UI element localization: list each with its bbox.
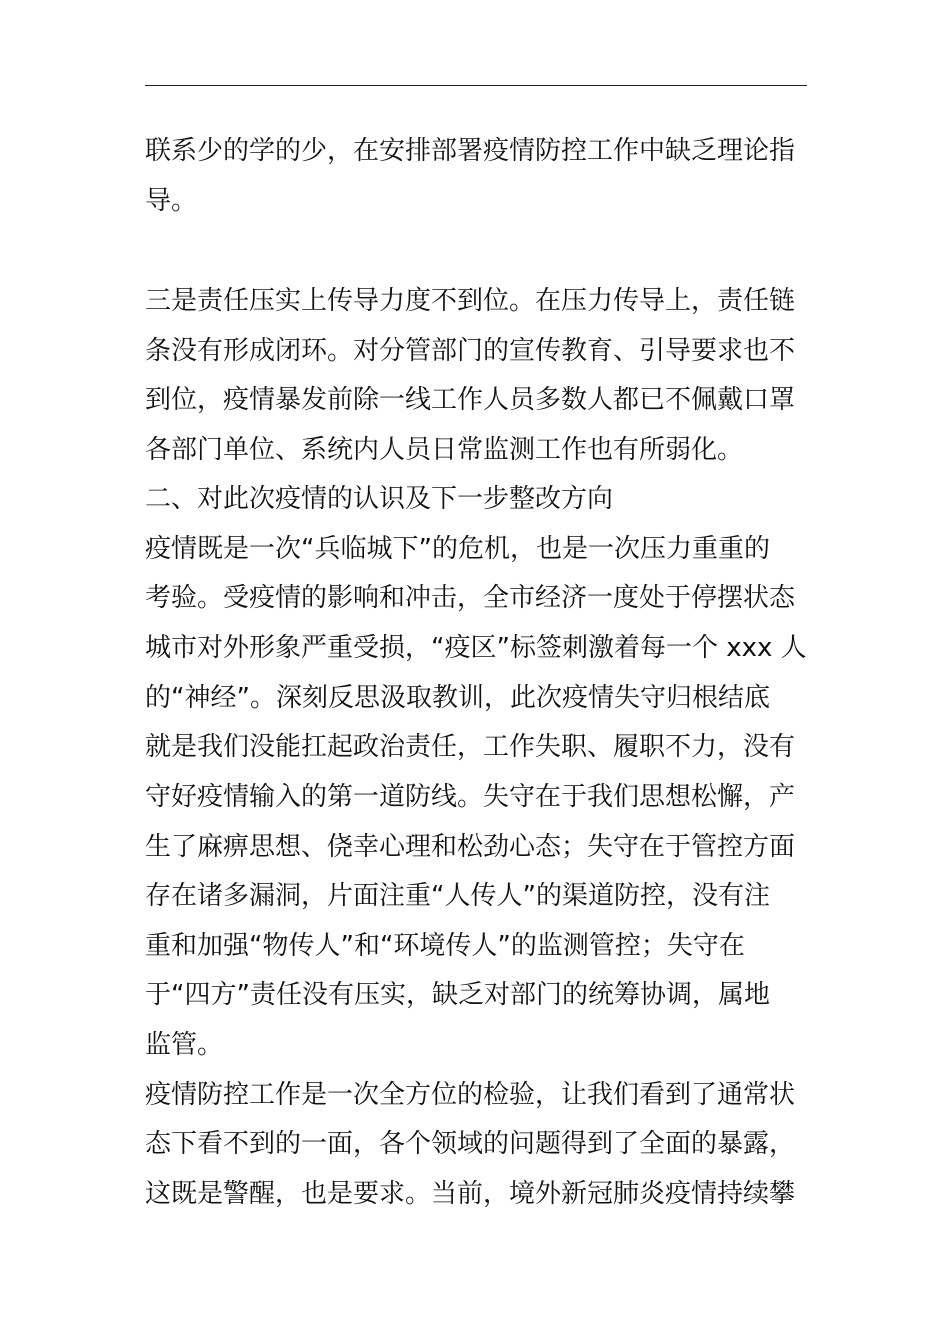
text-line: 条没有形成闭环。对分管部门的宣传教育、引导要求也不 xyxy=(145,336,796,366)
text-line: 生了麻痹思想、侥幸心理和松劲心态；失守在于管控方面 xyxy=(145,832,796,862)
text-line: 重和加强“物传人”和“环境传人”的监测管控；失守在 xyxy=(145,931,745,961)
section-heading: 二、对此次疫情的认识及下一步整改方向 xyxy=(145,484,614,514)
text-line: 存在诸多漏洞，片面注重“人传人”的渠道防控，没有注 xyxy=(145,881,770,911)
header-rule xyxy=(145,85,807,86)
text-line: 导。 xyxy=(145,186,198,216)
text-line: 态下看不到的一面，各个领域的问题得到了全面的暴露， xyxy=(145,1129,796,1159)
text-line: 的“神经”。深刻反思汲取教训，此次疫情失守归根结底 xyxy=(145,683,770,713)
text-line: 各部门单位、系统内人员日常监测工作也有所弱化。 xyxy=(145,435,744,465)
text-line: 三是责任压实上传导力度不到位。在压力传导上，责任链 xyxy=(145,286,796,316)
text-line: 守好疫情输入的第一道防线。失守在于我们思想松懈，产 xyxy=(145,782,796,812)
text-line: 到位，疫情暴发前除一线工作人员多数人都已不佩戴口罩 xyxy=(145,385,796,415)
text-line: 监管。 xyxy=(145,1030,224,1060)
text-line: 联系少的学的少，在安排部署疫情防控工作中缺乏理论指 xyxy=(145,136,796,166)
text-line: 于“四方”责任没有压实，缺乏对部门的统筹协调，属地 xyxy=(145,980,770,1010)
text-line: 疫情防控工作是一次全方位的检验，让我们看到了通常状 xyxy=(145,1080,796,1110)
text-line: 这既是警醒，也是要求。当前，境外新冠肺炎疫情持续攀 xyxy=(145,1179,796,1209)
text-line: 疫情既是一次“兵临城下”的危机，也是一次压力重重的 xyxy=(145,534,770,564)
text-line: 考验。受疫情的影响和冲击，全市经济一度处于停摆状态 xyxy=(145,583,796,613)
text-line: 就是我们没能扛起政治责任，工作失职、履职不力，没有 xyxy=(145,732,796,762)
text-line: 城市对外形象严重受损，“疫区”标签刺激着每一个 xxx 人 xyxy=(145,633,807,663)
